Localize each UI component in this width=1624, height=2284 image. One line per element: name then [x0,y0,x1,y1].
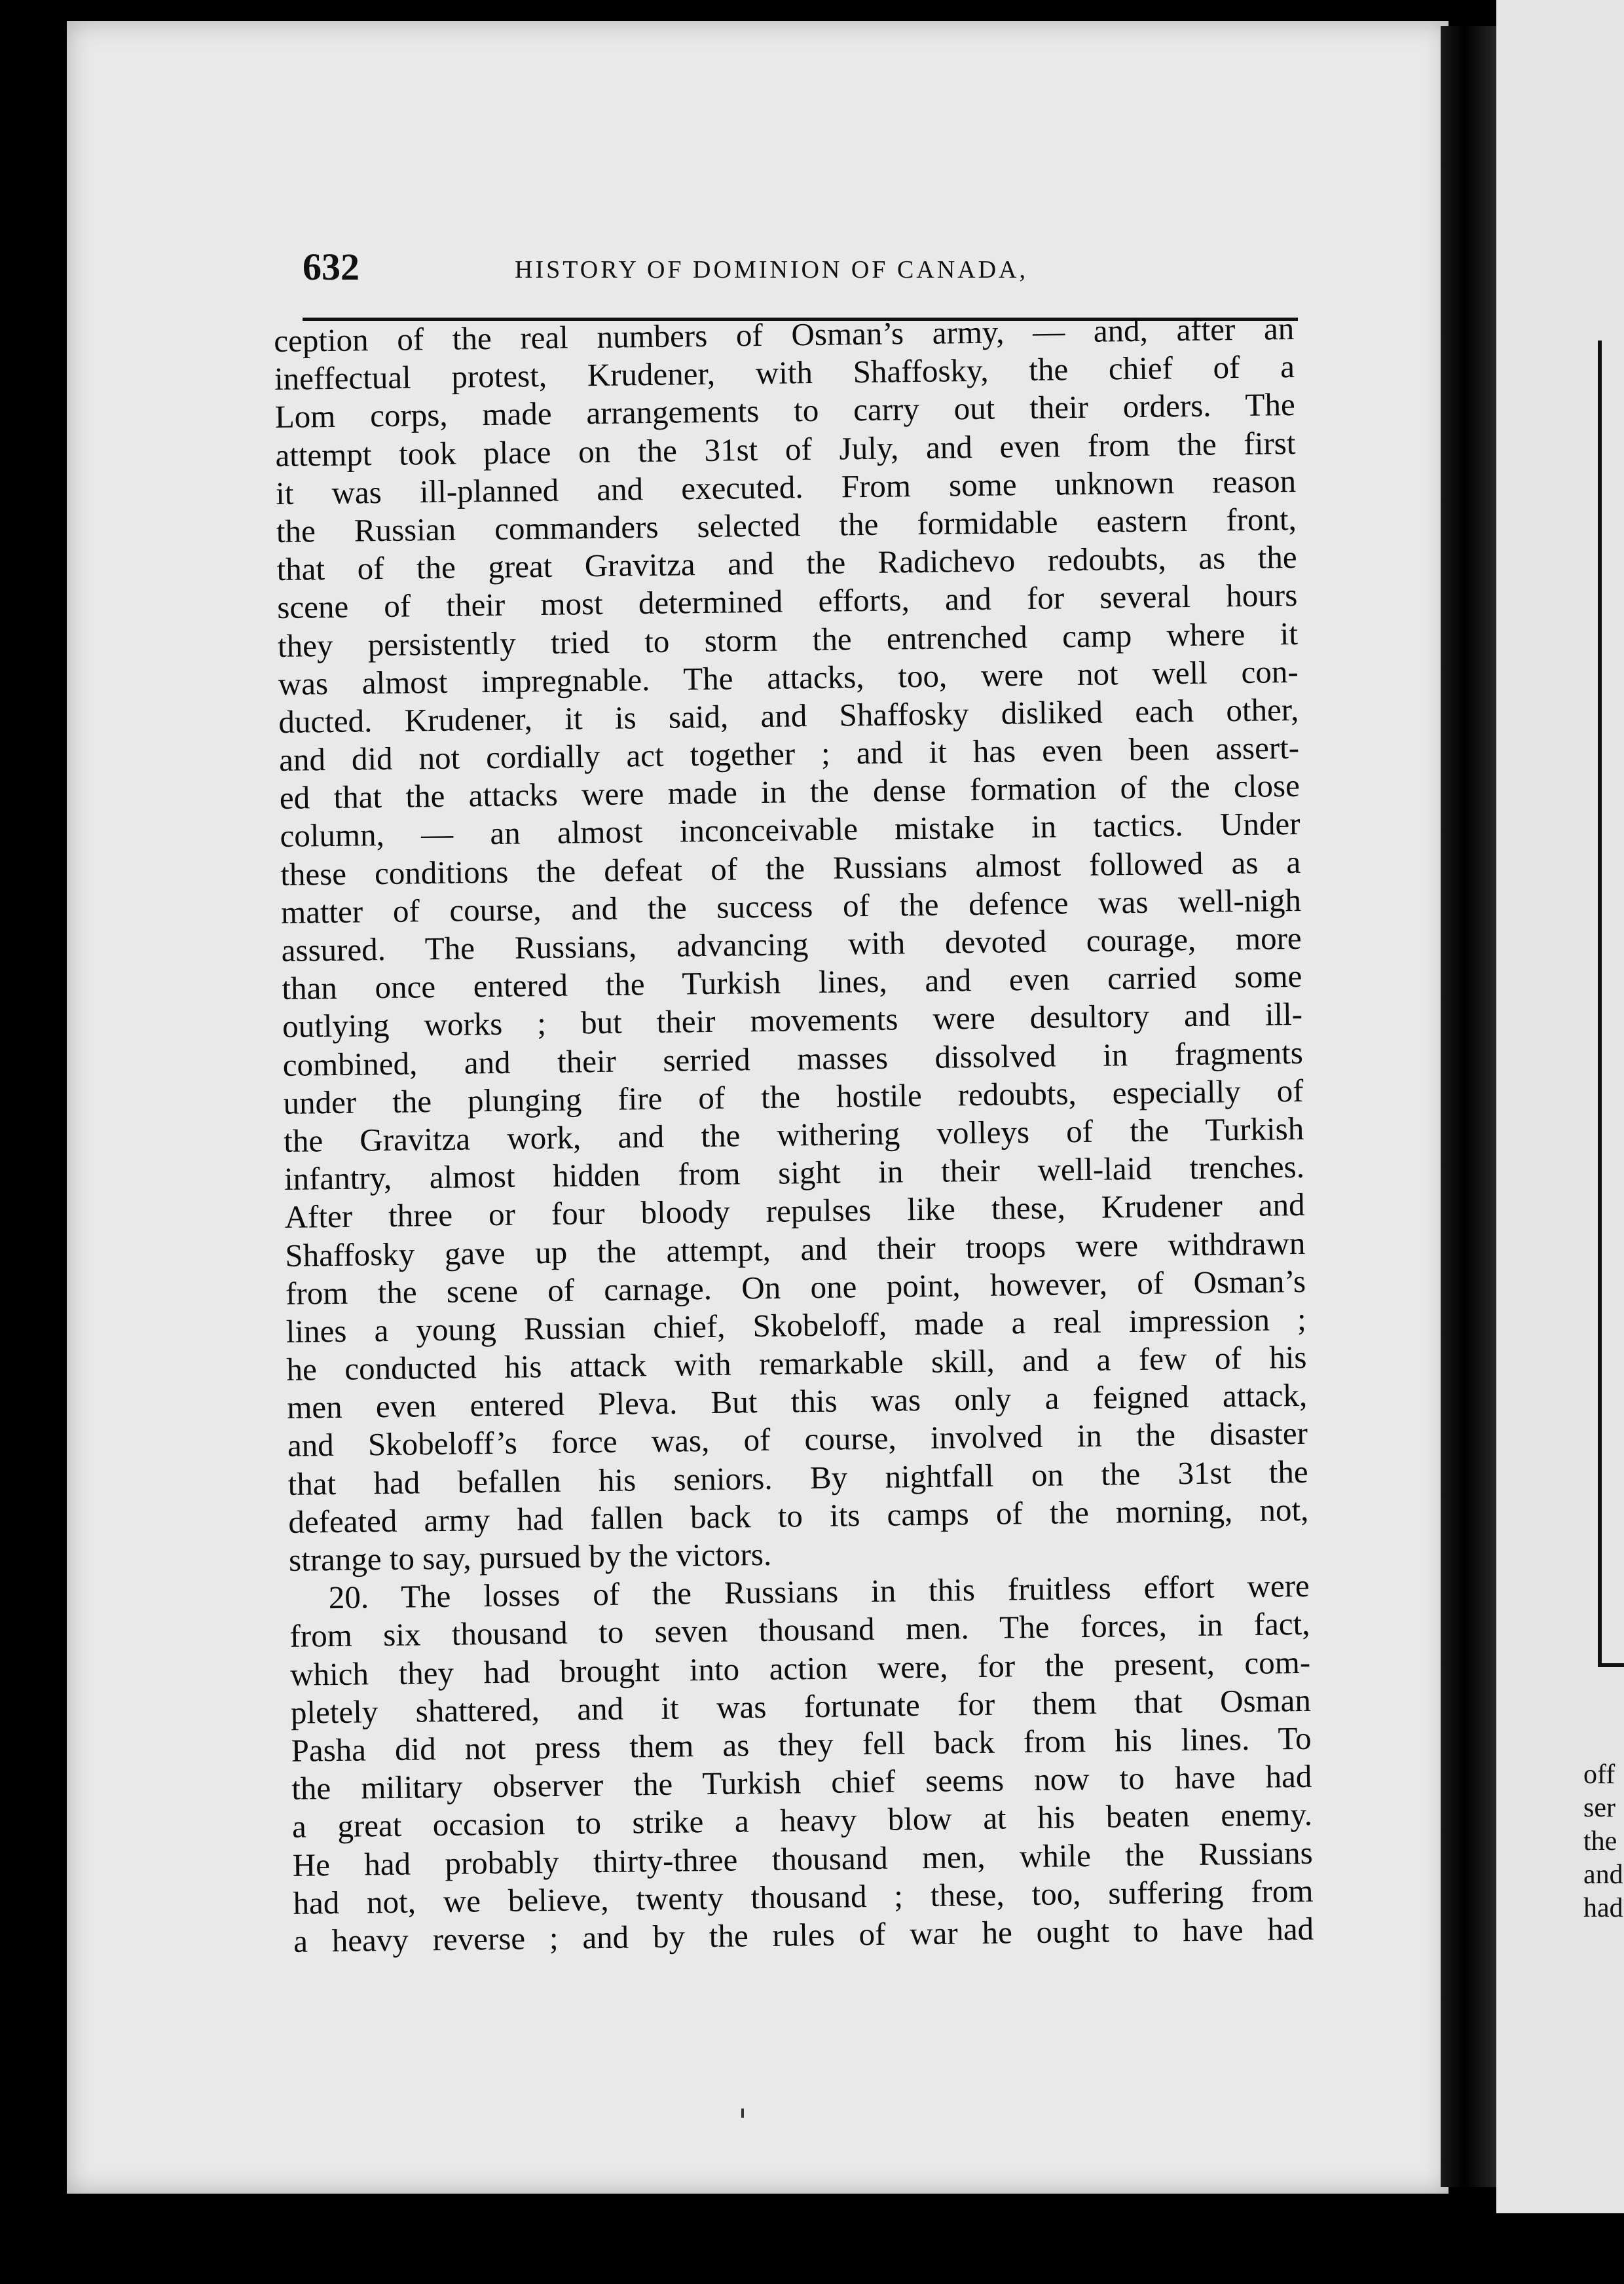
text-line: Lom corps, made arrangements to carry out their orders. The [274,386,1295,435]
facing-page-fragment: ser [1583,1793,1615,1823]
facing-page-fragment: off [1583,1759,1615,1790]
text-line: Pasha did not press them as they fell back from his lines. To [291,1720,1312,1769]
text-line: that of the great Gravitza and the Radichevo redoubts, as the [276,539,1297,588]
text-line: a heavy reverse ; and by the rules of war he ought to have had [293,1910,1314,1959]
facing-page-text-fragments [1583,1758,1624,1925]
text-line: Shaffosky gave up the attempt, and their troops were withdrawn [285,1225,1306,1274]
facing-page-fragment: had [1583,1893,1623,1923]
text-line: than once entered the Turkish lines, and even carried some [282,958,1302,1007]
text-line: ed that the attacks were made in the dense formation of the close [279,767,1301,817]
text-line: men even entered Pleva. But this was only a feigned attack, [286,1377,1308,1426]
running-head: HISTORY OF DOMINION OF CANADA, [515,256,1028,284]
text-line: ducted. Krudener, it is said, and Shaffosky disliked each other, [278,691,1299,740]
text-line: which they had brought into action were, for the present, com- [289,1644,1311,1693]
text-line: ineffectual protest, Krudener, with Shaffosky, the chief of a [274,348,1295,397]
text-line: and did not cordially act together ; and it has even been assert- [278,729,1300,779]
text-line: combined, and their serried masses dissolved in fragments [282,1034,1304,1083]
text-line: pletely shattered, and it was fortunate for them that Osman [290,1682,1312,1731]
text-line: and Skobeloff’s force was, of course, involved in the disaster [287,1415,1308,1464]
facing-page-vertical-rule [1598,341,1602,1663]
text-line: from six thousand to seven thousand men. The forces, in fact, [289,1606,1310,1655]
text-line: that had befallen his seniors. By nightfall on the 31st the [287,1453,1308,1502]
body-text [274,310,1314,1961]
text-line: a great occasion to strike a heavy blow at his beaten enemy. [291,1796,1313,1845]
facing-page-fragment: the [1583,1826,1617,1856]
text-line: column, — an almost inconceivable mistake in tactics. Under [280,805,1301,855]
text-line: He had probably thirty-three thousand men, while the Russians [292,1834,1314,1883]
text-line: strange to say, pursued by the victors. [288,1536,772,1578]
text-line: these conditions the defeat of the Russians almost followed as a [280,843,1301,893]
page-header [303,241,1298,293]
text-line: outlying works ; but their movements were desultory and ill- [282,996,1303,1045]
facing-page-fragment: and [1583,1860,1623,1890]
print-mark [741,2109,744,2118]
text-line: had not, we believe, twenty thousand ; these, too, suffering from [293,1872,1314,1921]
text-line: matter of course, and the success of the defence was well-nigh [280,881,1302,930]
text-line: they persistently tried to storm the entrenched camp where it [277,615,1299,664]
text-line: the Russian commanders selected the formidable eastern front, [276,500,1297,549]
page-gutter-shadow [1441,26,1500,2187]
text-line: the Gravitza work, and the withering volleys of the Turkish [283,1110,1304,1159]
text-line: ception of the real numbers of Osman’s army, — and, after an [274,310,1295,359]
text-line: it was ill-planned and executed. From some unknown reason [275,462,1297,511]
facing-page-horizontal-rule [1598,1663,1624,1667]
text-line: lines a young Russian chief, Skobeloff, made a real impression ; [286,1300,1307,1350]
text-line: attempt took place on the 31st of July, and even from the first [275,424,1296,473]
text-line: was almost impregnable. The attacks, too, were not well con- [278,653,1299,702]
text-line: from the scene of carnage. On one point, however, of Osman’s [285,1262,1306,1312]
text-line: scene of their most determined efforts, and for several hours [276,577,1298,626]
text-line: he conducted his attack with remarkable skill, and a few of his [286,1338,1307,1388]
text-line: the military observer the Turkish chief seems now to have had [291,1758,1312,1807]
page-number: 632 [303,246,360,288]
text-line: assured. The Russians, advancing with devoted courage, more [281,919,1302,968]
text-line: defeated army had fallen back to its camps of the morning, not, [288,1491,1309,1540]
text-line: 20. The losses of the Russians in this fruitless effort were [328,1568,1310,1616]
text-line: infantry, almost hidden from sight in their well-laid trenches. [284,1148,1305,1198]
text-line: under the plunging fire of the hostile redoubts, especially of [283,1072,1304,1121]
text-line: After three or four bloody repulses like these, Krudener and [284,1187,1305,1236]
